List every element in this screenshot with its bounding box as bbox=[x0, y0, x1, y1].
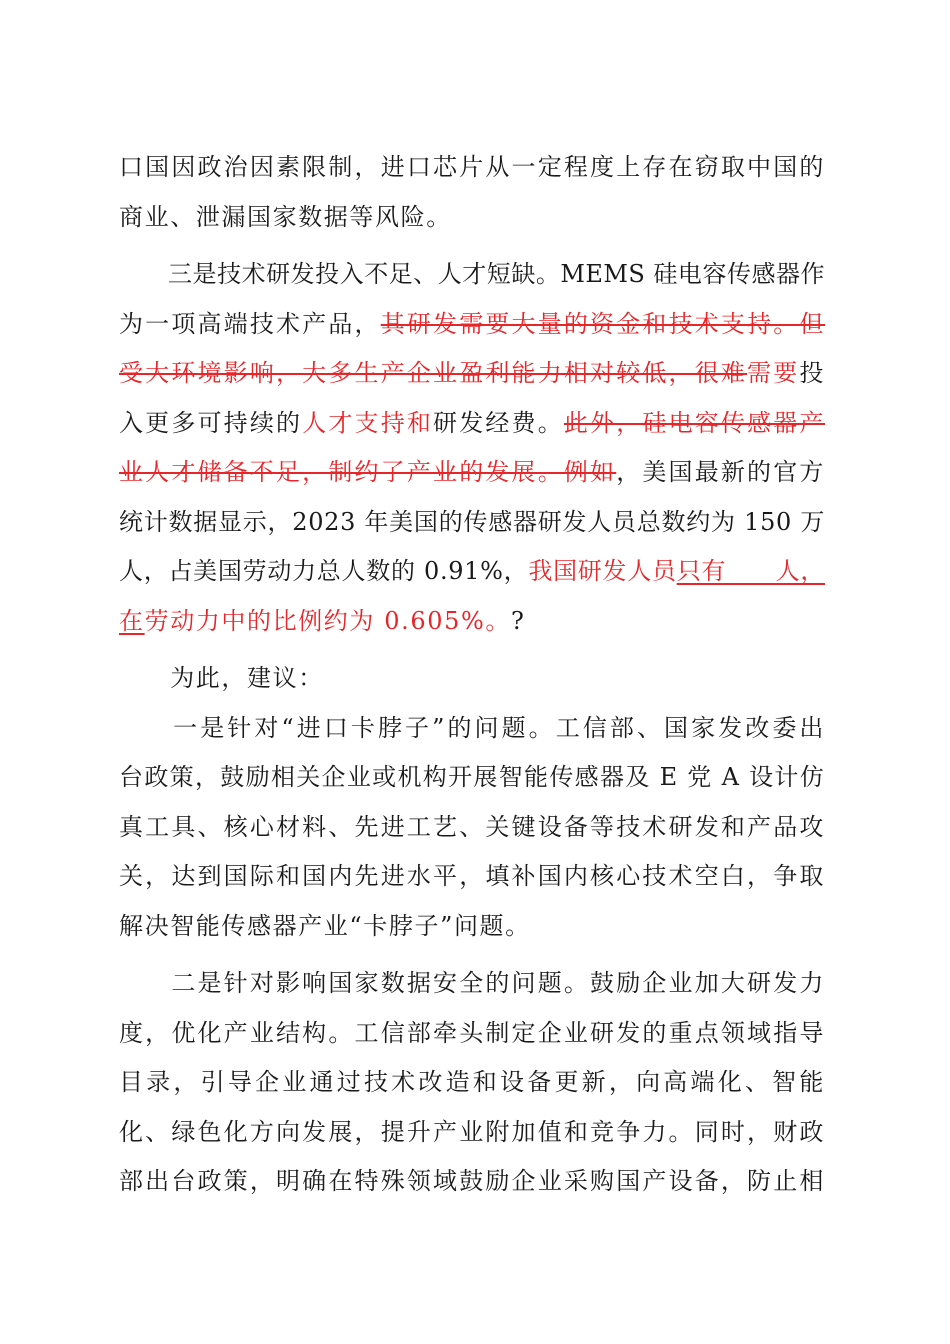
paragraph-3 bbox=[119, 654, 825, 704]
text-line: 关，达到国际和国内先进水平，填补国内核心技术空白，争取 bbox=[119, 862, 825, 890]
text-line bbox=[119, 547, 825, 597]
text-line: 二是针对影响国家数据安全的问题。鼓励企业加大研发力 bbox=[119, 969, 825, 997]
text-line: 台政策，鼓励相关企业或机构开展智能传感器及 E 党 A 设计仿 bbox=[119, 763, 825, 791]
text-line: 一是针对“进口卡脖子”的问题。工信部、国家发改委出 bbox=[119, 713, 825, 742]
text-line: 商业、泄漏国家数据等风险。 bbox=[119, 202, 452, 231]
text-run: 入更多可持续的 bbox=[119, 408, 303, 437]
text-line bbox=[119, 300, 825, 350]
text-line: 统计数据显示，2023 年美国的传感器研发人员总数约为 150 万 bbox=[119, 507, 825, 536]
deleted-text: 业人才储备不足，制约了产业的发展。例如 bbox=[119, 458, 617, 486]
inserted-text: 只有 人， bbox=[676, 557, 825, 585]
text-line: 度，优化产业结构。工信部牵头制定企业研发的重点领域指导 bbox=[119, 1018, 825, 1047]
text-run: 人，占美国劳动力总人数的 0.91%， bbox=[119, 557, 529, 585]
text-line: 目录，引导企业通过技术改造和设备更新，向高端化、智能 bbox=[119, 1068, 825, 1096]
text-line: 真工具、核心材料、先进工艺、关键设备等技术研发和产品攻 bbox=[119, 812, 825, 841]
text-run: 研发经费。 bbox=[433, 408, 564, 437]
text-line: 口国因政治因素限制，进口芯片从一定程度上存在窃取中国的 bbox=[119, 153, 825, 181]
inserted-text: 在 bbox=[119, 606, 145, 635]
document-body bbox=[119, 143, 825, 1207]
text-line: 三是技术研发投入不足、人才短缺。MEMS 硅电容传感器作 bbox=[119, 260, 825, 288]
revised-text: 我国研发人员 bbox=[528, 557, 677, 585]
deleted-text: 其研发需要大量的资金和技术支持。但 bbox=[380, 309, 826, 338]
revised-text: 需要 bbox=[747, 359, 800, 387]
text-line: 解决智能传感器产业“卡脖子”问题。 bbox=[119, 911, 531, 940]
text-line bbox=[119, 448, 825, 498]
text-run: 投 bbox=[799, 359, 825, 387]
paragraph-4 bbox=[119, 704, 825, 952]
text-line: 部出台政策，明确在特殊领域鼓励企业采购国产设备，防止相 bbox=[119, 1167, 825, 1195]
revised-text: 劳动力中的比例约为 0.605%。 bbox=[144, 606, 511, 635]
text-run: 为一项高端技术产品， bbox=[119, 309, 381, 338]
text-line bbox=[119, 349, 825, 399]
text-line: 化、绿色化方向发展，提升产业附加值和竞争力。同时，财政 bbox=[119, 1117, 825, 1146]
text-run: ，美国最新的官方 bbox=[616, 458, 825, 486]
text-line: 为此，建议： bbox=[119, 664, 324, 692]
text-line bbox=[119, 597, 825, 647]
text-run: ? bbox=[510, 606, 526, 635]
deleted-text: 受大环境影响，大多生产企业盈利能力相对较低，很难 bbox=[119, 359, 748, 387]
revised-text: 人才支持和 bbox=[302, 408, 434, 437]
paragraph-2 bbox=[119, 250, 825, 646]
text-line bbox=[119, 399, 825, 449]
paragraph-5 bbox=[119, 959, 825, 1207]
paragraph-1 bbox=[119, 143, 825, 242]
deleted-text: 此外，硅电容传感器产 bbox=[563, 408, 826, 437]
